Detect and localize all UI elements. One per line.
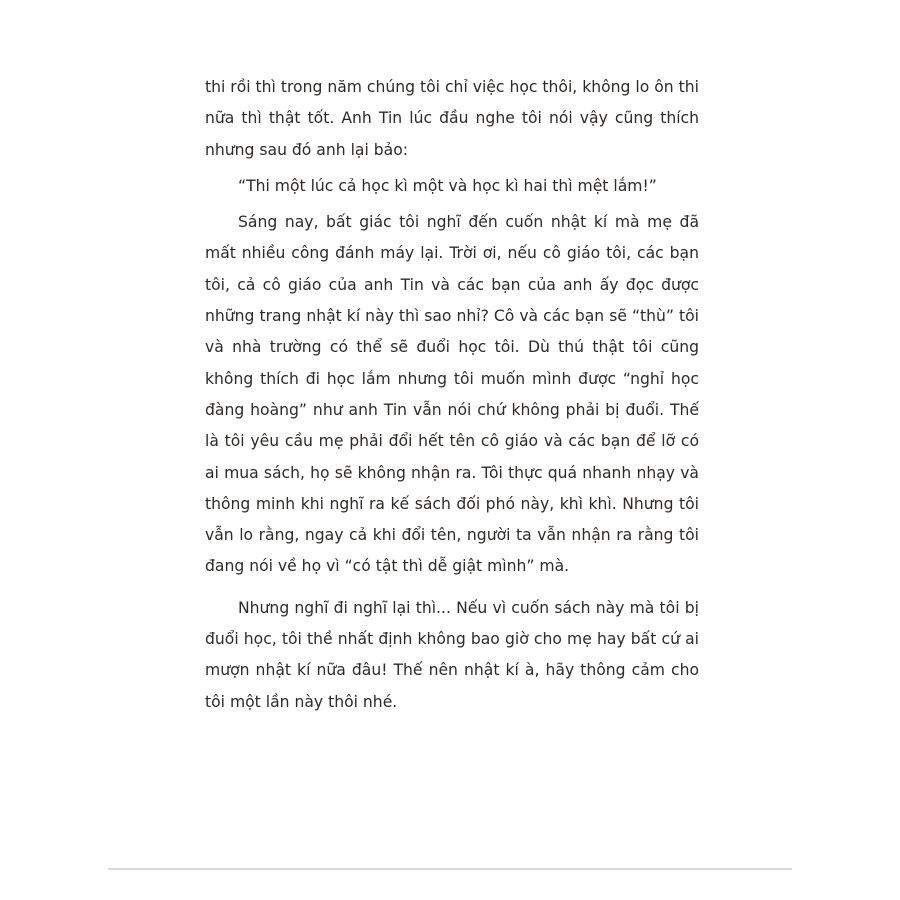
paragraph-morning-thought: Sáng nay, bất giác tôi nghĩ đến cuốn nhật kí mà mẹ đã mất nhiều công đánh máy lại. Trời ơi, nếu cô giáo tôi, các bạn tôi, cả cô giáo của anh Tin và các bạn của anh ấy đọc được những trang nhật kí này thì sao nhỉ? Cô và các bạn sẽ “thù” tôi và nhà trường có thể sẽ đuổi học tôi. Dù thú thật tôi cũng không thích đi học lắm nhưng tôi muốn mình được “nghỉ học đàng hoàng” như anh Tin vẫn nói chứ không phải bị đuổi. Thế là tôi yêu cầu mẹ phải đổi hết tên cô giáo và các bạn để lỡ có ai mua sách, họ sẽ không nhận ra. Tôi thực quá nhanh nhạy và thông minh khi nghĩ ra kế sách đối phó này, khì khì. Nhưng tôi vẫn lo rằng, ngay cả khi đổi tên, người ta vẫn nhận ra rằng tôi đang nói về họ vì “có tật thì dễ giật mình” mà. xyxy=(205,213,699,576)
page-body-text xyxy=(205,72,699,718)
bottom-divider xyxy=(108,868,792,870)
paragraph-quote: “Thi một lúc cả học kì một và học kì hai thì mệt lắm!” xyxy=(238,176,657,195)
paragraph-continuation: thi rồi thì trong năm chúng tôi chỉ việc học thôi, không lo ôn thi nữa thì thật tốt. Anh Tin lúc đầu nghe tôi nói vậy cũng thích nhưng sau đó anh lại bảo: xyxy=(205,78,699,159)
paragraph-closing: Nhưng nghĩ đi nghĩ lại thì... Nếu vì cuốn sách này mà tôi bị đuổi học, tôi thề nhất định không bao giờ cho mẹ hay bất cứ ai mượn nhật kí nữa đâu! Thế nên nhật kí à, hãy thông cảm cho tôi một lần này thôi nhé. xyxy=(205,598,699,711)
